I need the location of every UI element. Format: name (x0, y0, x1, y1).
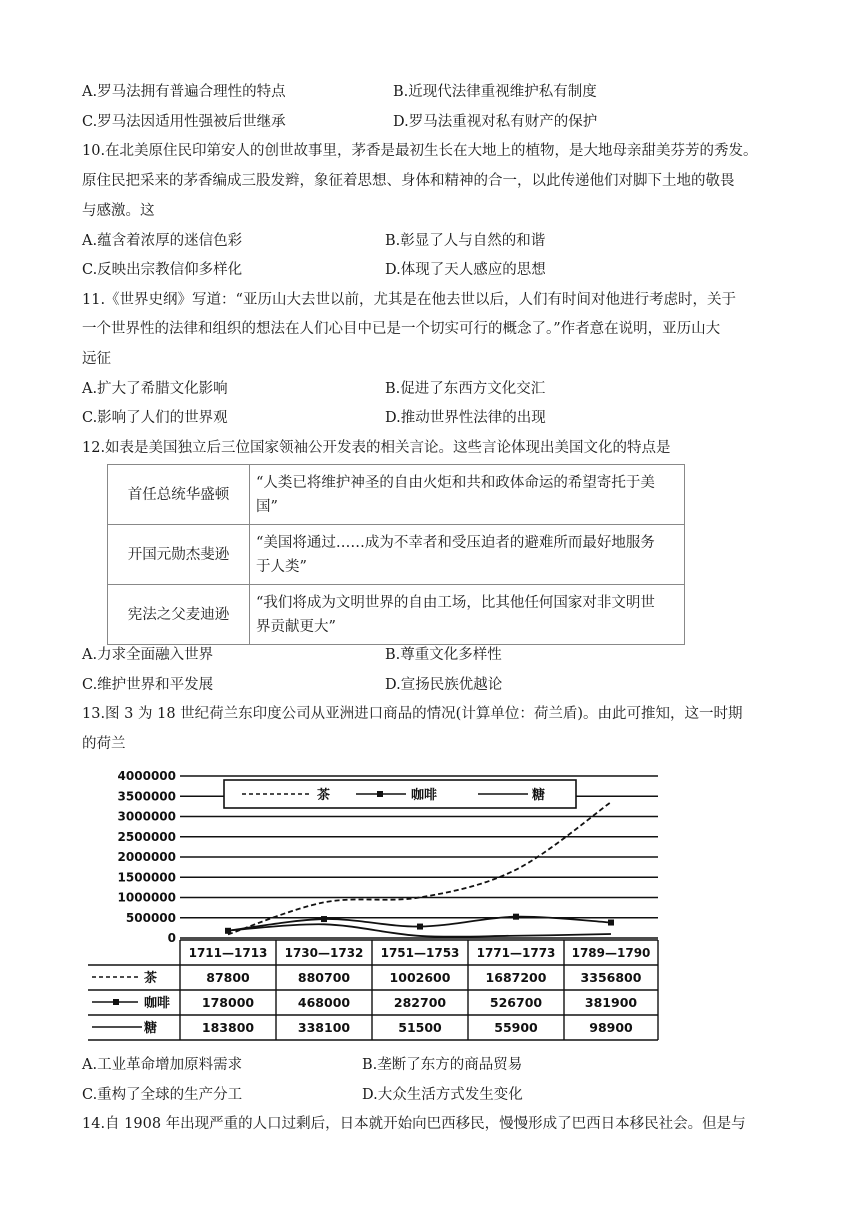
q11-stem-line-1: 11.《世界史纲》写道：“亚历山大去世以前，尤其是在他去世以后，人们有时间对他进行考虑时，关于 (82, 292, 736, 308)
table-cell-value: 381900 (584, 995, 638, 1010)
q12-stem: 12.如表是美国独立后三位国家领袖公开发表的相关言论。这些言论体现出美国文化的特点是 (82, 440, 671, 456)
import-chart (80, 760, 670, 1042)
legend-label-sugar: 糖 (532, 788, 546, 803)
table-row (108, 465, 685, 525)
y-tick-label: 1500000 (117, 870, 176, 885)
data-point (417, 924, 423, 930)
q9-option-c: C.罗马法因适用性强被后世继承 (82, 114, 286, 130)
data-point (608, 920, 614, 926)
q11-option-a: A.扩大了希腊文化影响 (82, 381, 228, 397)
y-tick-label: 2000000 (117, 850, 176, 864)
q9-option-d: D.罗马法重视对私有财产的保护 (393, 114, 598, 130)
x-category-label: 1789—1790 (571, 946, 651, 960)
q11-stem-line-3: 远征 (82, 351, 111, 367)
q11-option-c: C.影响了人们的世界观 (82, 410, 228, 426)
table-cell-value: 880700 (297, 970, 351, 985)
q13-option-a: A.工业革命增加原料需求 (82, 1057, 243, 1073)
table-cell-value: 3356800 (580, 970, 642, 985)
chart-data-table (88, 940, 658, 1040)
quote-line: “我们将成为文明世界的自由工场，比其他任何国家对非文明世 (256, 594, 655, 611)
q9-option-b: B.近现代法律重视维护私有制度 (393, 84, 597, 100)
series-line-0 (228, 802, 611, 934)
q10-stem-line-2: 原住民把采来的茅香编成三股发辫，象征着思想、身体和精神的合一，以此传递他们对脚下土地的敬畏 (82, 173, 735, 189)
q12-option-a: A.力求全面融入世界 (82, 647, 214, 663)
q10-option-c: C.反映出宗教信仰多样化 (82, 262, 243, 278)
speaker-cell: 宪法之父麦迪逊 (108, 585, 250, 645)
table-cell-value: 468000 (297, 995, 351, 1010)
q10-stem-line-1: 10.在北美原住民印第安人的创世故事里，茅香是最初生长在大地上的植物，是大地母亲甜美芬芳的秀发。 (82, 143, 758, 159)
x-category-label: 1751—1753 (380, 946, 460, 960)
y-tick-label: 3500000 (117, 789, 176, 804)
quote-line: “美国将通过……成为不幸者和受压迫者的避难所而最好地服务 (256, 534, 655, 551)
q12-option-d: D.宣扬民族优越论 (385, 677, 503, 693)
y-tick-label: 1000000 (117, 890, 176, 905)
q13-option-d: D.大众生活方式发生变化 (362, 1087, 523, 1103)
table-row (108, 585, 685, 645)
q10-option-b: B.彰显了人与自然的和谐 (385, 233, 546, 249)
table-cell-value: 55900 (494, 1020, 538, 1035)
legend-label-tea: 茶 (317, 788, 331, 803)
table-cell-value: 1002600 (389, 970, 451, 985)
chart-lines (225, 802, 614, 937)
row-marker-coffee (113, 999, 119, 1005)
table-cell-value: 338100 (297, 1020, 351, 1035)
x-category-label: 1711—1713 (188, 946, 268, 960)
q12-option-b: B.尊重文化多样性 (385, 647, 502, 663)
y-tick-label: 500000 (125, 910, 176, 925)
row-label: 茶 (144, 971, 158, 986)
quote-line: 界贡献更大” (256, 618, 336, 635)
table-cell-value: 282700 (393, 995, 447, 1010)
quote-line: “人类已将维护神圣的自由火炬和共和政体命运的希望寄托于美 (256, 474, 655, 491)
quote-line: 国” (256, 498, 278, 515)
quote-cell (250, 465, 685, 525)
y-tick-label: 2500000 (117, 829, 176, 844)
x-category-label: 1730—1732 (284, 946, 364, 960)
legend-label-coffee: 咖啡 (411, 788, 438, 803)
row-label: 糖 (144, 1021, 158, 1036)
table-cell-value: 51500 (398, 1020, 442, 1035)
table-cell-value: 1687200 (485, 970, 547, 985)
row-label: 咖啡 (144, 996, 171, 1011)
q9-option-a: A.罗马法拥有普遍合理性的特点 (82, 84, 286, 100)
q10-option-d: D.体现了天人感应的思想 (385, 262, 546, 278)
table-row (108, 525, 685, 585)
data-point (513, 914, 519, 920)
x-category-label: 1771—1773 (476, 946, 556, 960)
speaker-cell: 首任总统华盛顿 (108, 465, 250, 525)
y-tick-label: 3000000 (117, 809, 176, 824)
y-tick-label: 0 (167, 931, 176, 945)
legend-marker-coffee (377, 791, 383, 797)
table-cell-value: 183800 (201, 1020, 255, 1035)
quote-line: 于人类” (256, 558, 307, 575)
table-cell-value: 98900 (589, 1020, 633, 1035)
data-point (321, 916, 327, 922)
q11-stem-line-2: 一个世界性的法律和组织的想法在人们心目中已是一个切实可行的概念了。”作者意在说明，亚历山大 (82, 321, 721, 337)
speaker-cell: 开国元勋杰斐逊 (108, 525, 250, 585)
q14-stem-line-1: 14.自 1908 年出现严重的人口过剩后，日本就开始向巴西移民，慢慢形成了巴西日本移民社会。但是与 (82, 1116, 746, 1132)
q13-stem-line-1: 13.图 3 为 18 世纪荷兰东印度公司从亚洲进口商品的情况(计算单位：荷兰盾)。由此可推知，这一时期 (82, 706, 743, 722)
y-tick-label: 4000000 (117, 769, 176, 783)
quote-cell (250, 585, 685, 645)
table-cell-value: 178000 (201, 995, 255, 1010)
chart-legend (224, 780, 576, 808)
q13-stem-line-2: 的荷兰 (82, 736, 126, 752)
q11-option-d: D.推动世界性法律的出现 (385, 410, 546, 426)
q13-option-c: C.重构了全球的生产分工 (82, 1087, 243, 1103)
q10-option-a: A.蕴含着浓厚的迷信色彩 (82, 233, 243, 249)
y-axis-ticks (118, 769, 176, 945)
q10-stem-line-3: 与感激。这 (82, 203, 155, 219)
table-cell-value: 87800 (206, 970, 250, 985)
q12-option-c: C.维护世界和平发展 (82, 677, 214, 693)
quotes-table (107, 464, 685, 645)
table-cell-value: 526700 (489, 995, 543, 1010)
quote-cell (250, 525, 685, 585)
q11-option-b: B.促进了东西方文化交汇 (385, 381, 546, 397)
q13-option-b: B.垄断了东方的商品贸易 (362, 1057, 523, 1073)
